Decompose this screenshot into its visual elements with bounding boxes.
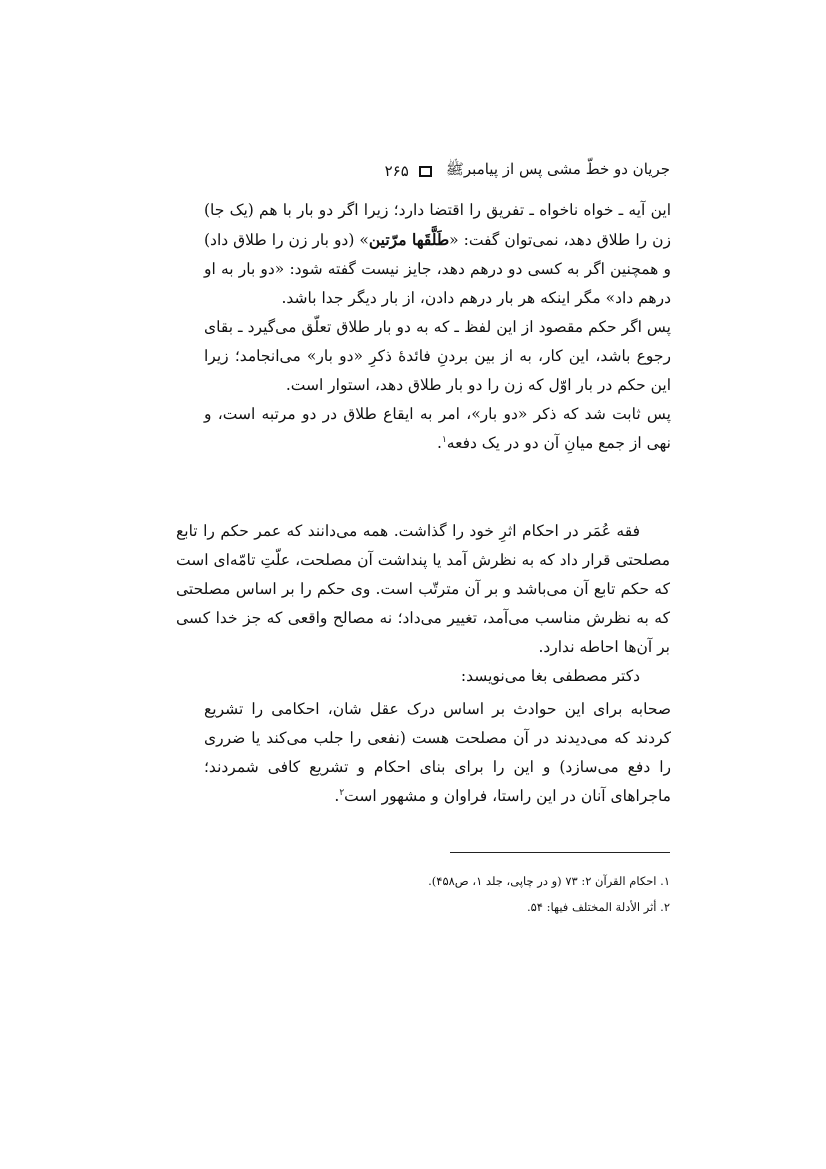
quranic-phrase: طَلَّقَها مرّتین [368, 230, 450, 249]
text-segment: این آیه ـ خواه ناخواه ـ تفریق را اقتضا دارد؛ زیرا اگر دو بار با هم (یک جا) زن را طلاق دهد، نمی‌توان گفت: « [204, 201, 672, 249]
text-segment: » (دو بار زن را طلاق داد) و همچنین اگر به کسی دو درهم دهد، جایز نیست گفته شود: «دو بار به او درهم داد» مگر اینکه هر بار درهم دادن، از بار دیگر جدا باشد. [204, 231, 671, 307]
footnote-1: ۱. احکام القرآن ۲: ۷۳ (و در چاپی، جلد ۱، ص۴۵۸). [428, 874, 670, 888]
quotation-paragraph [204, 196, 671, 313]
footnote-ref-2[interactable]: ۲ [339, 787, 345, 798]
footnote-divider [450, 852, 670, 853]
author-intro-text: دکتر مصطفی بغا می‌نویسد: [460, 667, 640, 685]
quotation-block-1 [204, 196, 671, 458]
text-segment: . [437, 434, 442, 452]
text-segment: صحابه برای این حوادث بر اساس درک عقل شان، احکامی را تشریع کردند که می‌دیدند در آن مصلحت هست (نفعی را جلب می‌کند یا ضرری را دفع می‌سازد) و این را برای بنای احکام و تشریع کافی شمردند؛ ماجراهای آنان در این راستا، فراوان و مشهور است [204, 700, 671, 805]
header-title: جریان دو خطّ مشی پس از پیامبرﷺ [445, 160, 670, 178]
author-intro [176, 662, 670, 691]
page-number: ۲۶۵ [384, 162, 409, 180]
running-header [176, 158, 670, 184]
text-segment: پس ثابت شد که ذکر «دو بار»، امر به ایقاع طلاق در دو مرتبه است، و نهی از جمع میانِ آن دو در یک دفعه [204, 405, 671, 452]
footnotes [176, 868, 670, 920]
header-square-icon [419, 166, 432, 177]
footnote-ref-1[interactable]: ۱ [441, 434, 447, 445]
body-paragraph: فقه عُمَر در احکام اثرِ خود را گذاشت. همه می‌دانند که عمر حکم را تابع مصلحتی قرار داد که به نظرش آمد یا پنداشت آن مصلحت، علّتِ تامّه‌ای است که حکم تابع آن می‌باشد و بر آن مترتّب است. وی حکم را بر اساس مصلحتی که به نظرش مناسب می‌آمد، تغییر می‌داد؛ نه مصالح واقعی که جز خدا کسی بر آن‌ها احاطه ندارد. [176, 522, 670, 656]
main-paragraph [176, 517, 670, 662]
quotation-block-2 [204, 695, 671, 811]
text-segment: . [334, 787, 340, 805]
quotation-paragraph [204, 695, 671, 811]
quotation-paragraph [204, 400, 671, 458]
footnote-2: ۲. أثر الأدلة المختلف فیها: ۵۴. [526, 900, 670, 914]
quotation-paragraph: پس اگر حکم مقصود از این لفظ ـ که به دو بار طلاق تعلّق می‌گیرد ـ بقای رجوع باشد، این کار، به از بین بردنِ فائدهٔ ذکرِ «دو بار» می‌انجامد؛ زیرا این حکم در بار اوّل که زن را دو بار طلاق دهد، استوار است. [204, 318, 671, 394]
